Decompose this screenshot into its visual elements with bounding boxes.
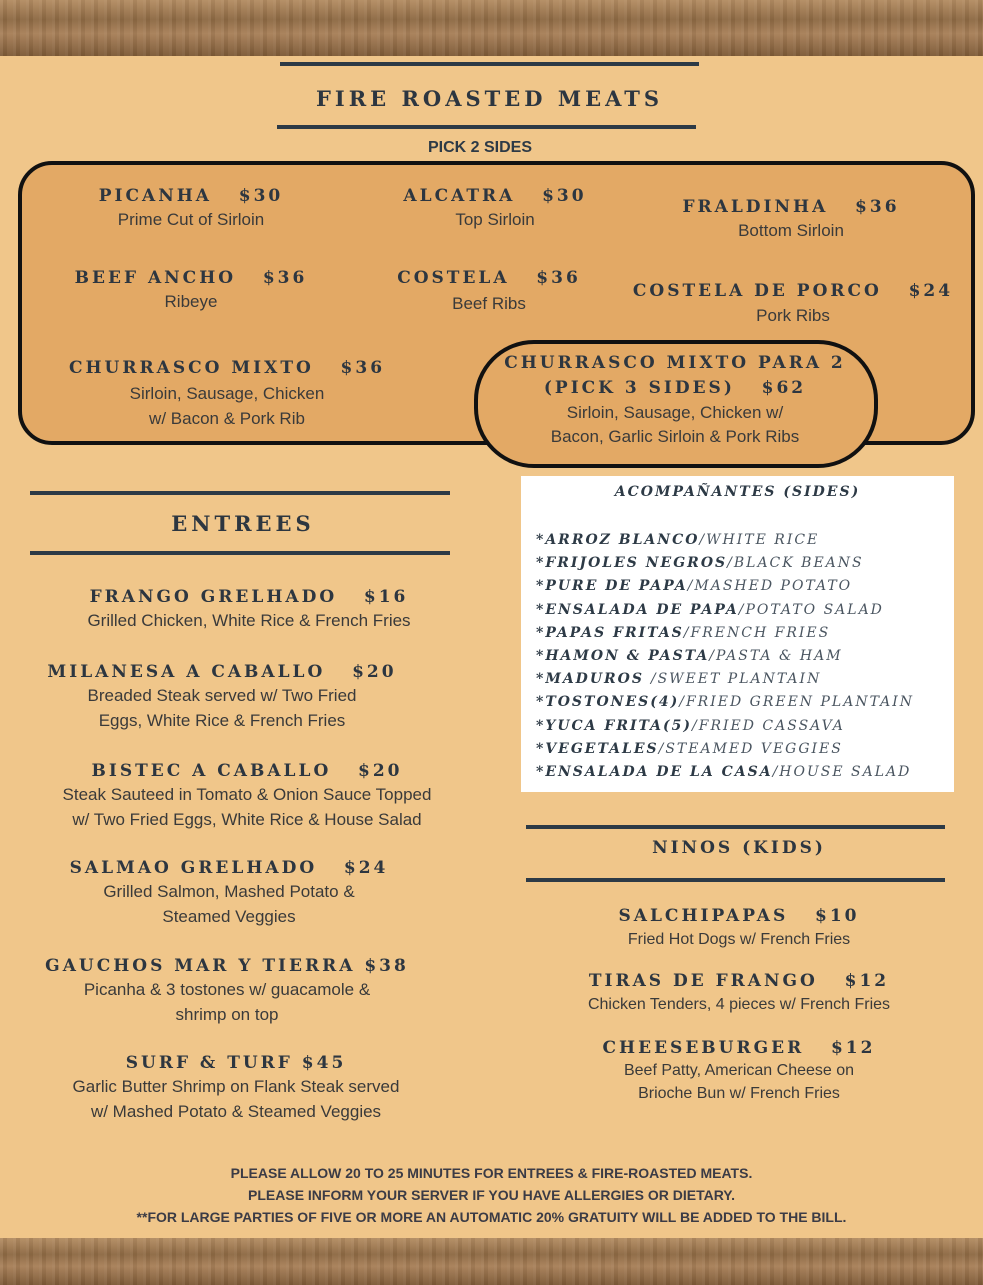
kids-rule-bottom <box>526 878 945 882</box>
meats-rule-top <box>280 62 699 66</box>
side-name: *VEGETALES <box>536 740 659 757</box>
footer-line: **FOR LARGE PARTIES OF FIVE OR MORE AN AUTOMATIC 20% GRATUITY WILL BE ADDED TO THE BILL. <box>136 1209 847 1225</box>
item-desc: Beef Patty, American Cheese on <box>623 1062 855 1079</box>
menu-item <box>14 760 480 832</box>
entrees-title: ENTREES <box>171 511 315 536</box>
item-name: CHURRASCO MIXTO PARA 2 <box>504 353 846 373</box>
side-item <box>536 622 948 645</box>
item-name: CHEESEBURGER $12 <box>602 1038 876 1058</box>
menu-item <box>62 357 392 431</box>
entrees-rule-top <box>30 491 450 495</box>
footer-notes <box>0 1162 983 1228</box>
menu-item <box>14 857 444 929</box>
item-name: GAUCHOS MAR Y TIERRA $38 <box>45 956 409 976</box>
meats-subtitle: PICK 2 SIDES <box>427 139 533 156</box>
item-desc: Pork Ribs <box>756 306 830 325</box>
menu-item <box>490 352 860 449</box>
item-desc: w/ Bacon & Pork Rib <box>149 409 305 428</box>
item-name: BISTEC A CABALLO $20 <box>91 761 403 781</box>
item-desc: Top Sirloin <box>455 210 535 229</box>
footer-line: PLEASE INFORM YOUR SERVER IF YOU HAVE ALLERGIES OR DIETARY. <box>248 1187 735 1203</box>
menu-item <box>526 905 952 952</box>
menu-item <box>358 267 620 316</box>
item-name: PICANHA $30 <box>98 186 284 206</box>
meats-title: FIRE ROASTED MEATS <box>315 86 664 111</box>
side-item <box>536 575 948 598</box>
side-name: *ARROZ BLANCO <box>536 532 700 548</box>
item-desc: w/ Two Fried Eggs, White Rice & House Salad <box>72 810 422 829</box>
wood-border-top <box>0 0 983 56</box>
menu-item <box>0 661 444 733</box>
side-item <box>536 761 948 784</box>
item-desc: Sirloin, Sausage, Chicken <box>129 384 325 403</box>
menu-item <box>526 1037 952 1105</box>
side-item <box>536 599 948 622</box>
item-desc: Bacon, Garlic Sirloin & Pork Ribs <box>550 427 800 446</box>
side-translation: /POTATO SALAD <box>738 601 884 618</box>
item-name: (PICK 3 SIDES) $62 <box>543 378 807 398</box>
item-name: FRANGO GRELHADO $16 <box>89 587 409 607</box>
item-desc: Garlic Butter Shrimp on Flank Steak served <box>72 1077 400 1096</box>
side-translation: /FRIED GREEN PLANTAIN <box>679 694 915 711</box>
item-desc: Beef Ribs <box>452 294 526 313</box>
item-desc: w/ Mashed Potato & Steamed Veggies <box>90 1102 382 1121</box>
side-name: *PURE DE PAPA <box>536 578 688 595</box>
side-translation: /STEAMED VEGGIES <box>658 740 843 757</box>
sides-list <box>536 529 948 784</box>
menu-item <box>526 970 952 1017</box>
item-desc: Chicken Tenders, 4 pieces w/ French Fries <box>587 996 891 1013</box>
menu-item <box>364 185 626 232</box>
item-desc: Breaded Steak served w/ Two Fried <box>87 686 357 705</box>
side-translation: /HOUSE SALAD <box>772 764 912 781</box>
side-name: *MADUROS <box>536 671 651 688</box>
item-desc: Steak Sauteed in Tomato & Onion Sauce Topped <box>62 785 432 804</box>
side-translation: /FRIED CASSAVA <box>692 717 845 734</box>
item-desc: shrimp on top <box>175 1005 279 1024</box>
item-desc: Bottom Sirloin <box>738 221 844 240</box>
side-translation: /PASTA & HAM <box>709 648 843 665</box>
entrees-rule-bottom <box>30 551 450 555</box>
item-name: MILANESA A CABALLO $20 <box>47 662 397 682</box>
side-translation: /BLACK BEANS <box>727 555 864 572</box>
menu-item <box>60 267 322 314</box>
side-name: *PAPAS FRITAS <box>536 624 684 641</box>
item-desc: Fried Hot Dogs w/ French Fries <box>627 931 851 948</box>
side-item <box>536 552 948 575</box>
item-desc: Sirloin, Sausage, Chicken w/ <box>566 403 784 422</box>
side-item <box>536 691 948 714</box>
side-item <box>536 715 948 738</box>
item-desc: Steamed Veggies <box>162 907 296 926</box>
side-name: *YUCA FRITA(5) <box>536 717 693 734</box>
side-name: *ENSALADA DE LA CASA <box>536 764 773 781</box>
side-translation: /SWEET PLANTAIN <box>650 671 822 688</box>
side-name: *ENSALADA DE PAPA <box>536 601 739 618</box>
menu-item <box>60 185 322 232</box>
menu-item <box>660 196 922 243</box>
side-item <box>536 738 948 761</box>
side-translation: /FRENCH FRIES <box>683 624 831 641</box>
side-name: *FRIJOLES NEGROS <box>536 555 728 572</box>
item-name: SALMAO GRELHADO $24 <box>69 858 389 878</box>
side-translation: /MASHED POTATO <box>687 578 853 595</box>
footer-line: PLEASE ALLOW 20 TO 25 MINUTES FOR ENTREES & FIRE-ROASTED MEATS. <box>230 1165 753 1181</box>
kids-rule-top <box>526 825 945 829</box>
item-name: ALCATRA $30 <box>403 186 587 206</box>
item-desc: Brioche Bun w/ French Fries <box>638 1085 840 1102</box>
side-item <box>536 645 948 668</box>
item-name: SURF & TURF $45 <box>125 1053 347 1073</box>
side-name: *TOSTONES(4) <box>536 694 680 711</box>
item-desc: Grilled Salmon, Mashed Potato & <box>103 882 355 901</box>
item-name: BEEF ANCHO $36 <box>74 268 308 288</box>
sides-title: ACOMPAÑANTES (SIDES) <box>614 484 861 500</box>
item-name: COSTELA DE PORCO $24 <box>632 281 954 301</box>
item-desc: Grilled Chicken, White Rice & French Fries <box>87 611 411 630</box>
meats-rule-bottom <box>277 125 696 129</box>
side-translation: /WHITE RICE <box>699 532 820 548</box>
item-desc: Ribeye <box>164 292 218 311</box>
menu-item <box>628 280 958 328</box>
item-name: CHURRASCO MIXTO $36 <box>68 358 386 378</box>
wood-border-bottom <box>0 1238 983 1285</box>
side-name: *HAMON & PASTA <box>536 648 710 665</box>
side-item <box>536 668 948 691</box>
item-desc: Eggs, White Rice & French Fries <box>98 711 346 730</box>
item-name: COSTELA $36 <box>397 268 581 288</box>
item-name: SALCHIPAPAS $10 <box>618 906 860 926</box>
menu-item <box>14 586 484 633</box>
item-desc: Picanha & 3 tostones w/ guacamole & <box>83 980 371 999</box>
side-item <box>536 529 948 552</box>
item-name: TIRAS DE FRANGO $12 <box>588 971 890 991</box>
item-name: FRALDINHA $36 <box>682 197 900 217</box>
menu-item <box>14 955 440 1027</box>
kids-title: NINOS (KIDS) <box>652 838 826 858</box>
item-desc: Prime Cut of Sirloin <box>117 210 265 229</box>
menu-item <box>14 1052 458 1124</box>
